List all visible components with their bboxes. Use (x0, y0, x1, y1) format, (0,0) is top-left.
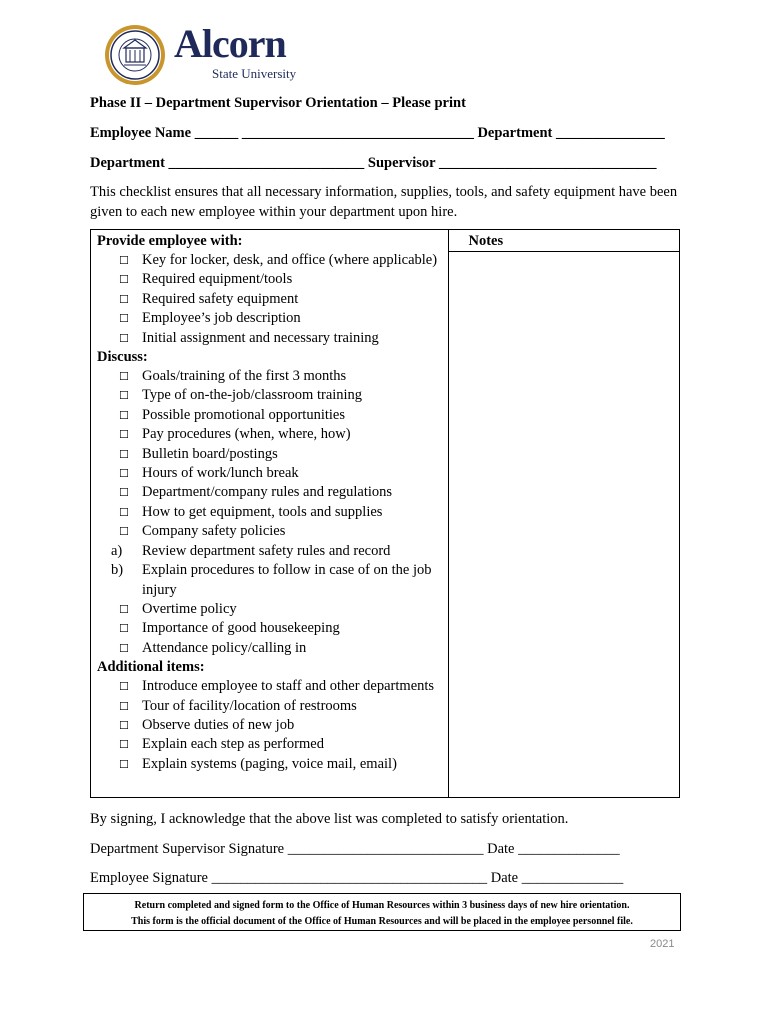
checkbox[interactable]: ☐ (119, 641, 129, 655)
university-seal-icon (104, 24, 166, 86)
discuss-item-label: How to get equipment, tools and supplies (142, 503, 383, 520)
additional-item-1 (97, 677, 442, 696)
checkbox[interactable]: ☐ (119, 622, 129, 636)
checkbox[interactable]: ☐ (119, 408, 129, 422)
form-title: Phase II – Department Supervisor Orientation – Please print (90, 95, 466, 111)
provide-header: Provide employee with: (97, 233, 243, 249)
employee-date-label: Date (490, 870, 519, 886)
department-field-2[interactable]: ___________________________ (168, 155, 368, 171)
provide-item-3 (97, 290, 442, 309)
additional-item-label: Tour of facility/location of restrooms (142, 697, 357, 714)
discuss-item-8 (97, 503, 442, 522)
logo-subtitle: State University (212, 66, 297, 81)
provide-item-label: Employee’s job description (142, 310, 301, 327)
discuss-item-2 (97, 386, 442, 405)
discuss-item-label: Hours of work/lunch break (142, 465, 299, 482)
checkbox[interactable]: ☐ (119, 370, 129, 384)
employee-date-field[interactable]: ______________ (521, 870, 624, 886)
provide-item-label: Key for locker, desk, and office (where applicable) (142, 252, 438, 268)
checkbox[interactable]: ☐ (119, 738, 129, 752)
supervisor-signature-label: Department Supervisor Signature (90, 841, 285, 857)
department-label: Department (477, 125, 553, 141)
item-letter: b) (111, 562, 124, 579)
checkbox[interactable]: ☐ (119, 447, 129, 461)
checkbox[interactable]: ☐ (119, 428, 129, 442)
supervisor-date-label: Date (487, 841, 515, 857)
lettered-item-label: Explain procedures to follow in case of on the job injury (142, 562, 432, 598)
additional-item-4 (97, 735, 442, 754)
discuss-header: Discuss: (97, 349, 148, 366)
additional-item-5 (97, 755, 442, 774)
discuss-item-label: Possible promotional opportunities (142, 406, 345, 423)
discuss-item-label: Pay procedures (when, where, how) (142, 426, 351, 443)
discuss-item-extra-label: Attendance policy/calling in (142, 639, 307, 656)
employee-signature-row (90, 869, 623, 887)
additional-item-label: Explain each step as performed (142, 736, 324, 753)
discuss-item-label: Bulletin board/postings (142, 445, 278, 462)
checkbox[interactable]: ☐ (119, 718, 129, 732)
logo-name: Alcorn (174, 21, 286, 66)
lettered-item-2 (97, 561, 442, 600)
additional-item-label: Explain systems (paging, voice mail, email) (142, 755, 397, 772)
discuss-item-7 (97, 483, 442, 502)
employee-signature-field[interactable]: ______________________________________ (211, 870, 491, 886)
employee-name-row (90, 124, 665, 142)
discuss-item-1 (97, 367, 442, 386)
discuss-item-label: Department/company rules and regulations (142, 484, 393, 501)
discuss-item-3 (97, 406, 442, 425)
department-supervisor-row (90, 154, 656, 172)
notes-column (448, 230, 680, 798)
discuss-item-5 (97, 445, 442, 464)
university-logo (104, 21, 304, 90)
supervisor-date-field[interactable]: ______________ (518, 841, 620, 857)
discuss-item-extra-label: Overtime policy (142, 600, 237, 617)
provide-item-2 (97, 270, 442, 289)
checkbox[interactable]: ☐ (119, 699, 129, 713)
item-letter: a) (111, 542, 123, 559)
discuss-item-extra-2 (97, 619, 442, 638)
department-label-2: Department (90, 155, 165, 171)
form-year: 2021 (650, 938, 675, 950)
lettered-item-1 (97, 542, 442, 561)
checklist-table (90, 229, 680, 798)
checkbox[interactable]: ☐ (119, 389, 129, 403)
notes-field[interactable] (449, 251, 680, 797)
checkbox[interactable]: ☐ (119, 680, 129, 694)
checkbox[interactable]: ☐ (119, 254, 129, 267)
discuss-item-label: Goals/training of the first 3 months (142, 368, 347, 385)
department-field[interactable]: _______________ (555, 125, 665, 141)
provide-item-1 (97, 251, 442, 270)
discuss-item-extra-3 (97, 639, 442, 658)
acknowledge-text: By signing, I acknowledge that the above list was completed to satisfy orientation. (90, 811, 569, 827)
lettered-item-label: Review department safety rules and record (142, 542, 391, 559)
checkbox[interactable]: ☐ (119, 757, 129, 771)
checkbox[interactable]: ☐ (119, 525, 129, 539)
checkbox[interactable]: ☐ (119, 273, 129, 287)
additional-item-label: Introduce employee to staff and other departments (142, 678, 435, 695)
supervisor-label: Supervisor (367, 155, 436, 171)
provide-item-label: Required safety equipment (142, 290, 299, 307)
additional-header: Additional items: (97, 659, 205, 676)
employee-name-label: Employee Name (90, 125, 192, 141)
checkbox[interactable]: ☐ (119, 602, 129, 616)
provide-item-label: Initial assignment and necessary training (142, 329, 379, 346)
provide-item-5 (97, 329, 442, 348)
supervisor-signature-field[interactable]: ___________________________ (287, 841, 488, 857)
footer-note-line-1: Return completed and signed form to the Office of Human Resources within 3 business days of new hire orientation. (134, 900, 630, 911)
checkbox[interactable]: ☐ (119, 505, 129, 519)
additional-item-label: Observe duties of new job (142, 716, 295, 733)
discuss-item-label: Company safety policies (142, 523, 286, 540)
provide-item-4 (97, 309, 442, 328)
checkbox[interactable]: ☐ (119, 292, 129, 306)
supervisor-signature-row (90, 840, 620, 858)
employee-signature-label: Employee Signature (90, 870, 208, 886)
checklist-column (91, 230, 449, 798)
employee-name-field[interactable]: ______ ________________________________ (194, 125, 478, 141)
provide-item-label: Required equipment/tools (142, 271, 293, 288)
additional-item-3 (97, 716, 442, 735)
discuss-item-extra-1 (97, 600, 442, 619)
discuss-item-4 (97, 425, 442, 444)
footer-note-line-2: This form is the official document of the Office of Human Resources and will be placed in the employee personnel file. (131, 916, 633, 927)
checkbox[interactable]: ☐ (119, 331, 129, 345)
checkbox[interactable]: ☐ (119, 467, 129, 481)
additional-item-2 (97, 697, 442, 716)
footer-note-box (83, 893, 681, 931)
checkbox[interactable]: ☐ (119, 486, 129, 500)
intro-paragraph: This checklist ensures that all necessary information, supplies, tools, and safety equipment have been given to each new employee within your department upon hire. (90, 184, 678, 220)
discuss-item-label: Type of on-the-job/classroom training (142, 387, 363, 404)
discuss-item-extra-label: Importance of good housekeeping (142, 620, 340, 637)
discuss-item-6 (97, 464, 442, 483)
checkbox[interactable]: ☐ (119, 312, 129, 326)
discuss-item-9 (97, 522, 442, 541)
supervisor-field[interactable]: ______________________________ (438, 155, 657, 171)
notes-header: Notes (468, 233, 504, 249)
